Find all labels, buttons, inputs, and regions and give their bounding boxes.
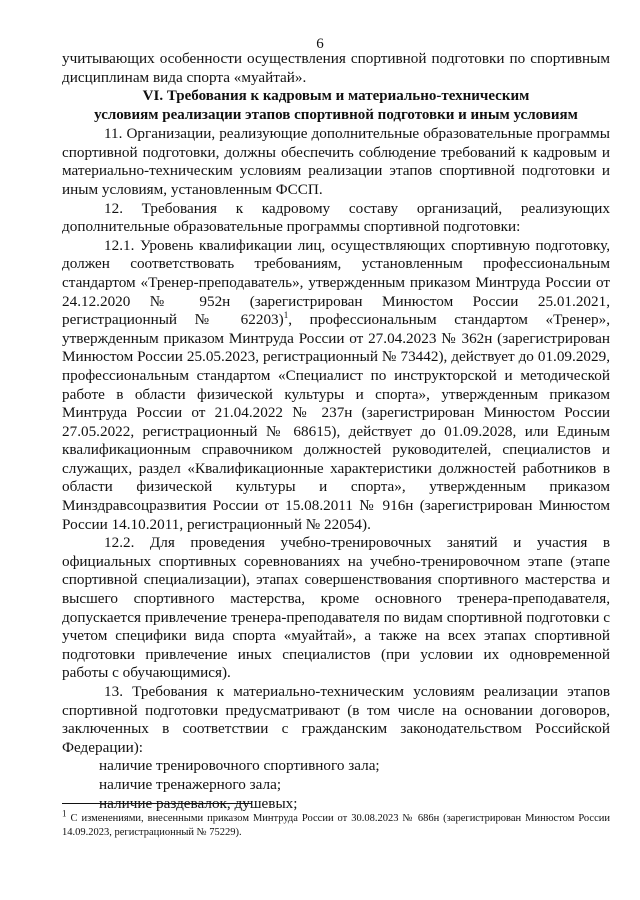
document-body (62, 50, 610, 813)
footnote-mark: 1 (62, 808, 67, 819)
section-heading-line1: VI. Требования к кадровым и материально-техническим (142, 88, 530, 105)
footnote (62, 808, 610, 840)
list-item: наличие раздевалок, душевых; (99, 794, 298, 812)
footnote-reference: 1 (283, 310, 289, 321)
footnote-text: С изменениями, внесенными приказом Минтруда России от 30.08.2023 № 686н (зарегистрирован Минюстом России 14.09.2023, регистрационный № 75229). (62, 813, 610, 838)
intro-paragraph: учитывающих особенности осуществления спортивной подготовки по спортивным дисциплинам вида спорта «муайтай». (62, 50, 610, 86)
paragraph-13: 13. Требования к материально-техническим условиям реализации этапов спортивной подготовки предусматривают (в том числе на основании договоров, заключенных в соответствии с гражданским законодательством Российской Федерации): (62, 683, 610, 756)
section-heading (62, 87, 610, 125)
paragraph-12: 12. Требования к кадровому составу организаций, реализующих дополнительные образовательные программы спортивной подготовки: (62, 199, 610, 236)
paragraph-12-1-text-end: , профессиональным стандартом «Тренер», утвержденным приказом Минтруда России от 27.04.2023 № 362н (зарегистрирован Минюстом России 25.05.2023, регистрационный № 73442), действует до 01.09.2029, профессиональным стандартом «Специалист по инструкторской и методической работе в области физической культуры и спорта», утвержденным приказом Минтруда России от 21.04.2022 № 237н (зарегистрирован Минюстом России 27.05.2022, регистрационный № 68615), действует до 01.09.2028, или Единым квалификационным справочником должностей руководителей, специалистов и служащих, раздел «Квалификационные характеристики должностей работников в области физической культуры и спорта», утвержденным приказом Минздравсоцразвития России от 15.08.2011 № 916н (зарегистрирован Минюстом России 14.10.2011, регистрационный № 22054). (62, 311, 610, 533)
paragraph-12-2: 12.2. Для проведения учебно-тренировочных занятий и участия в официальных спортивных соревнованиях на учебно-тренировочном этапе (этапе спортивной специализации), этапах совершенствования спортивного мастерства и высшего спортивного мастерства, кроме основного тренера-преподавателя, допускается привлечение тренера-преподавателя по видам спортивной подготовки с учетом специфики вида спорта «муайтай», а также на всех этапах спортивной подготовки привлечение иных специалистов (при условии их одновременной работы с обучающимися). (62, 534, 610, 682)
list-item: наличие тренажерного зала; (99, 775, 282, 793)
paragraph-11: 11. Организации, реализующие дополнительные образовательные программы спортивной подготовки, должны обеспечить соблюдение требований к кадровым и материально-техническим условиям реализации этапов спортивной подготовки и иным условиям, установленным ФССП. (62, 125, 610, 198)
footnote-divider (62, 803, 252, 804)
section-heading-line2: условиям реализации этапов спортивной подготовки и иным условиям (94, 107, 578, 124)
paragraph-12-1 (62, 237, 610, 535)
paragraph-12-1-text-start: 12.1. Уровень квалификации лиц, осуществляющих спортивную подготовку, должен соответствовать требованиям, установленным профессиональным стандартом «Тренер-преподаватель», утвержденным приказом Минтруда России от 24.12.2020 № 952н (зарегистрирован Минюстом России 25.01.2021, регистрационный № 62203) (62, 236, 610, 329)
page-number: 6 (316, 36, 324, 52)
list-item: наличие тренировочного спортивного зала; (99, 757, 380, 775)
requirements-list (62, 757, 610, 813)
